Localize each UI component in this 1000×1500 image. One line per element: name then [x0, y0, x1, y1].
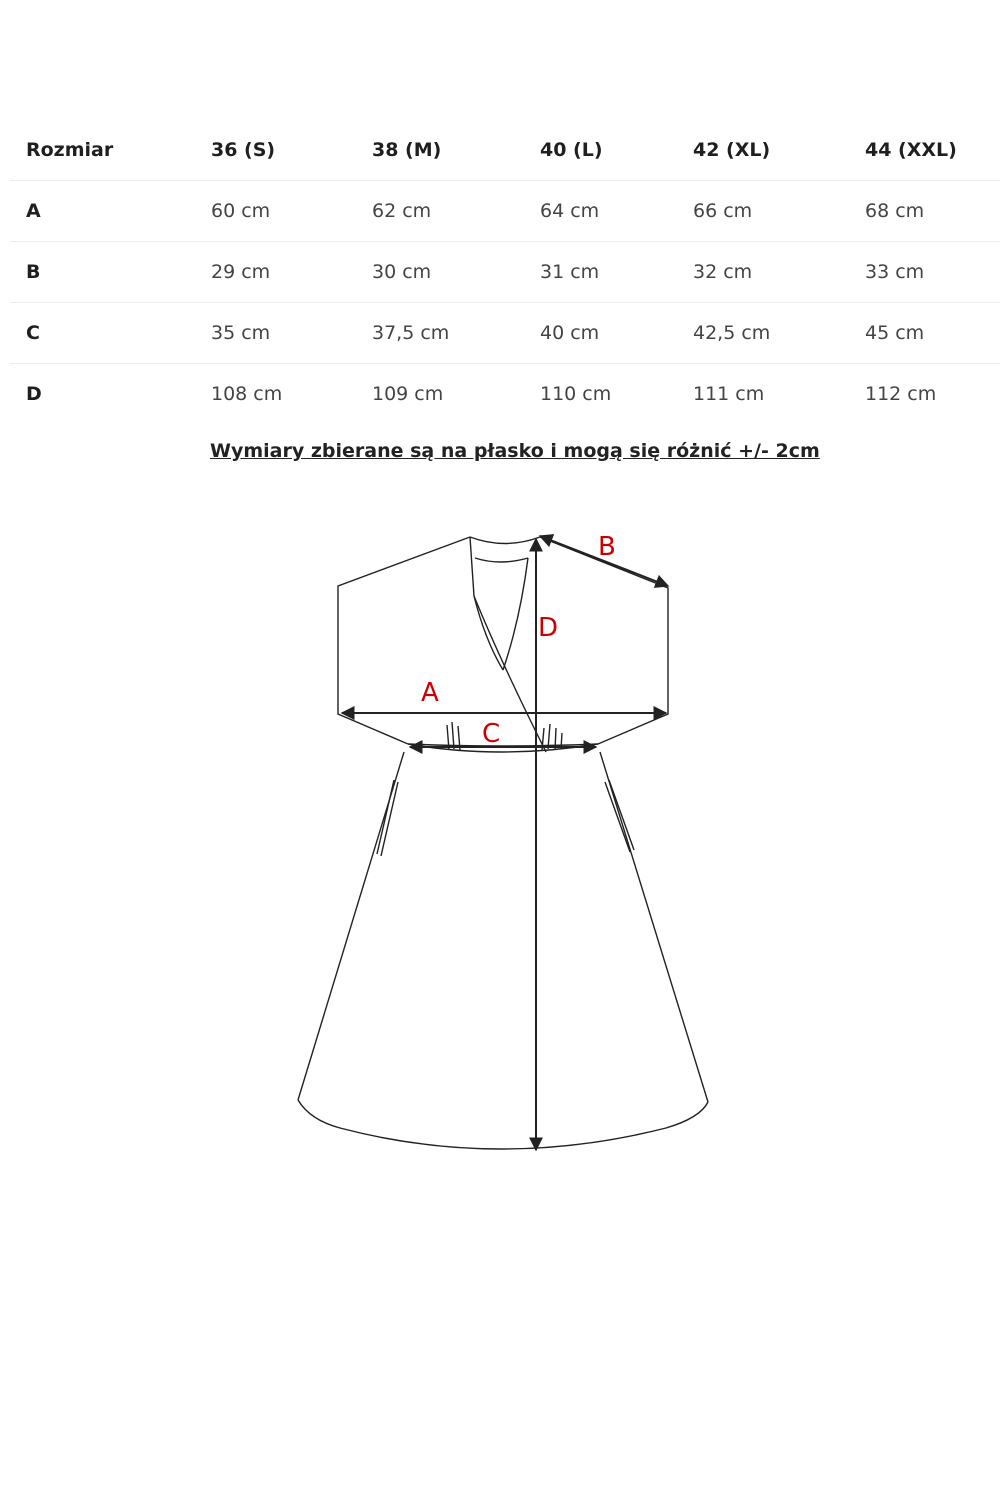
table-cell: 111 cm	[693, 383, 765, 405]
table-cell: 35 cm	[211, 322, 271, 344]
diagram-label-c: C	[482, 719, 501, 749]
diagram-label-d: D	[538, 613, 559, 643]
header-cell-40: 40 (L)	[540, 139, 603, 161]
table-cell: 112 cm	[865, 383, 937, 405]
dress-outline	[298, 537, 708, 1149]
table-cell: 60 cm	[211, 200, 271, 222]
table-cell: 37,5 cm	[372, 322, 450, 344]
row-label: C	[26, 322, 40, 344]
table-cell: 33 cm	[865, 261, 925, 283]
row-label: A	[26, 200, 41, 222]
table-cell: 29 cm	[211, 261, 271, 283]
header-cell-36: 36 (S)	[211, 139, 276, 161]
table-cell: 110 cm	[540, 383, 612, 405]
table-cell: 42,5 cm	[693, 322, 771, 344]
header-cell-42: 42 (XL)	[693, 139, 771, 161]
row-label: D	[26, 383, 42, 405]
table-cell: 30 cm	[372, 261, 432, 283]
measurement-lines	[342, 536, 668, 1150]
row-label: B	[26, 261, 41, 283]
header-cell-44: 44 (XXL)	[865, 139, 957, 161]
measurement-note: Wymiary zbierane są na płasko i mogą się różnić +/- 2cm	[210, 440, 820, 462]
table-cell: 32 cm	[693, 261, 753, 283]
table-cell: 68 cm	[865, 200, 925, 222]
header-cell-38: 38 (M)	[372, 139, 442, 161]
table-cell: 64 cm	[540, 200, 600, 222]
diagram-label-b: B	[598, 532, 616, 562]
table-cell: 109 cm	[372, 383, 444, 405]
diagram-label-a: A	[421, 678, 439, 708]
header-cell-size: Rozmiar	[26, 139, 114, 161]
table-cell: 31 cm	[540, 261, 600, 283]
table-cell: 108 cm	[211, 383, 283, 405]
table-cell: 66 cm	[693, 200, 753, 222]
table-cell: 40 cm	[540, 322, 600, 344]
table-cell: 45 cm	[865, 322, 925, 344]
table-cell: 62 cm	[372, 200, 432, 222]
